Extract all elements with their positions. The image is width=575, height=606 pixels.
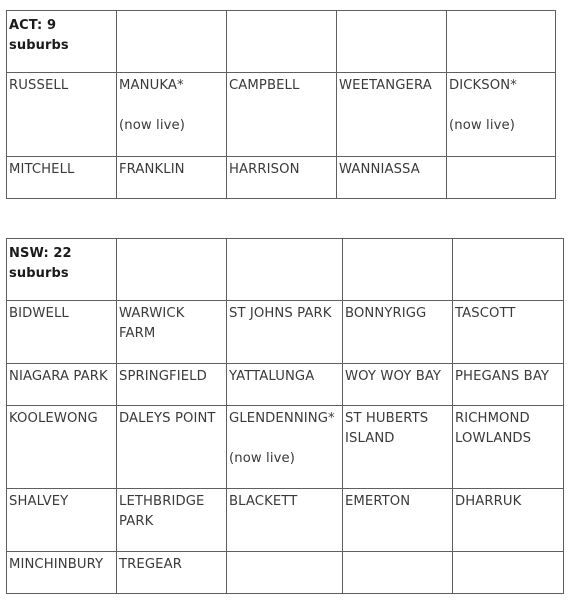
- empty-cell: [343, 239, 453, 301]
- suburb-cell: [227, 301, 343, 364]
- table-row: [7, 406, 564, 489]
- empty-cell: [453, 552, 564, 594]
- suburb-name: BIDWELL: [9, 306, 69, 321]
- table-row: [7, 73, 556, 157]
- suburb-name: WEETANGERA: [339, 78, 432, 93]
- suburb-cell: [447, 73, 556, 157]
- suburb-name: DICKSON*: [449, 78, 517, 93]
- suburb-name: HARRISON: [229, 162, 300, 177]
- suburb-cell: [343, 364, 453, 406]
- suburb-cell: [7, 489, 117, 552]
- suburb-name: TREGEAR: [119, 557, 182, 572]
- suburb-cell: [343, 301, 453, 364]
- suburb-name: DALEYS POINT: [119, 411, 216, 426]
- suburb-cell: [227, 489, 343, 552]
- nsw-header: NSW: 22 suburbs: [7, 239, 117, 301]
- suburb-cell: [453, 301, 564, 364]
- suburb-name: BONNYRIGG: [345, 306, 427, 321]
- suburb-name: ST HUBERTS ISLAND: [345, 411, 429, 446]
- empty-cell: [117, 239, 227, 301]
- suburb-name: RUSSELL: [9, 78, 69, 93]
- table-row: [7, 489, 564, 552]
- suburb-note: (now live): [119, 118, 185, 133]
- suburb-name: BLACKETT: [229, 494, 298, 509]
- suburb-name: WANNIASSA: [339, 162, 420, 177]
- suburb-cell: [227, 157, 337, 199]
- suburb-cell: [7, 406, 117, 489]
- nsw-suburbs-table: [6, 238, 564, 594]
- suburb-cell: [7, 73, 117, 157]
- suburb-name: MITCHELL: [9, 162, 75, 177]
- suburb-cell: [337, 73, 447, 157]
- suburb-name: LETHBRIDGE PARK: [119, 494, 205, 529]
- suburb-name: GLENDENNING*: [229, 411, 335, 426]
- table-header-row: [7, 239, 564, 301]
- suburb-cell: [453, 489, 564, 552]
- suburb-cell: [343, 406, 453, 489]
- suburb-name: EMERTON: [345, 494, 411, 509]
- suburb-cell: [7, 157, 117, 199]
- act-header: ACT: 9 suburbs: [7, 11, 117, 73]
- suburb-name: PHEGANS BAY: [455, 369, 550, 384]
- suburb-cell: [227, 364, 343, 406]
- empty-cell: [227, 11, 337, 73]
- act-suburbs-table: [6, 10, 556, 199]
- suburb-name: RICHMOND LOWLANDS: [455, 411, 532, 446]
- suburb-cell: [117, 73, 227, 157]
- suburb-cell: [343, 489, 453, 552]
- suburb-cell: [227, 406, 343, 489]
- suburb-cell: [117, 301, 227, 364]
- empty-cell: [453, 239, 564, 301]
- empty-cell: [117, 11, 227, 73]
- empty-cell: [343, 552, 453, 594]
- empty-cell: [227, 552, 343, 594]
- suburb-cell: [117, 406, 227, 489]
- table-header-row: [7, 11, 556, 73]
- suburb-cell: [117, 489, 227, 552]
- suburb-name: TASCOTT: [455, 306, 516, 321]
- suburb-cell: [337, 157, 447, 199]
- suburb-name: YATTALUNGA: [229, 369, 315, 384]
- table-row: [7, 552, 564, 594]
- empty-cell: [227, 239, 343, 301]
- suburb-name: DHARRUK: [455, 494, 522, 509]
- suburb-name: ST JOHNS PARK: [229, 306, 332, 321]
- suburb-cell: [117, 157, 227, 199]
- suburb-name: CAMPBELL: [229, 78, 300, 93]
- table-row: [7, 157, 556, 199]
- empty-cell: [447, 11, 556, 73]
- table-row: [7, 301, 564, 364]
- table-row: [7, 364, 564, 406]
- suburb-name: WOY WOY BAY: [345, 369, 442, 384]
- suburb-name: WARWICK FARM: [119, 306, 185, 341]
- suburb-name: NIAGARA PARK: [9, 369, 108, 384]
- suburb-cell: [7, 364, 117, 406]
- suburb-cell: [453, 364, 564, 406]
- suburb-name: MANUKA*: [119, 78, 184, 93]
- suburb-name: FRANKLIN: [119, 162, 185, 177]
- suburb-name: SPRINGFIELD: [119, 369, 207, 384]
- suburb-note: (now live): [229, 451, 295, 466]
- suburb-cell: [117, 552, 227, 594]
- suburb-cell: [453, 406, 564, 489]
- empty-cell: [447, 157, 556, 199]
- suburb-name: MINCHINBURY: [9, 557, 104, 572]
- suburb-cell: [227, 73, 337, 157]
- suburb-cell: [7, 301, 117, 364]
- suburb-name: SHALVEY: [9, 494, 69, 509]
- suburb-note: (now live): [449, 118, 515, 133]
- suburb-cell: [7, 552, 117, 594]
- suburb-name: KOOLEWONG: [9, 411, 98, 426]
- suburb-cell: [117, 364, 227, 406]
- empty-cell: [337, 11, 447, 73]
